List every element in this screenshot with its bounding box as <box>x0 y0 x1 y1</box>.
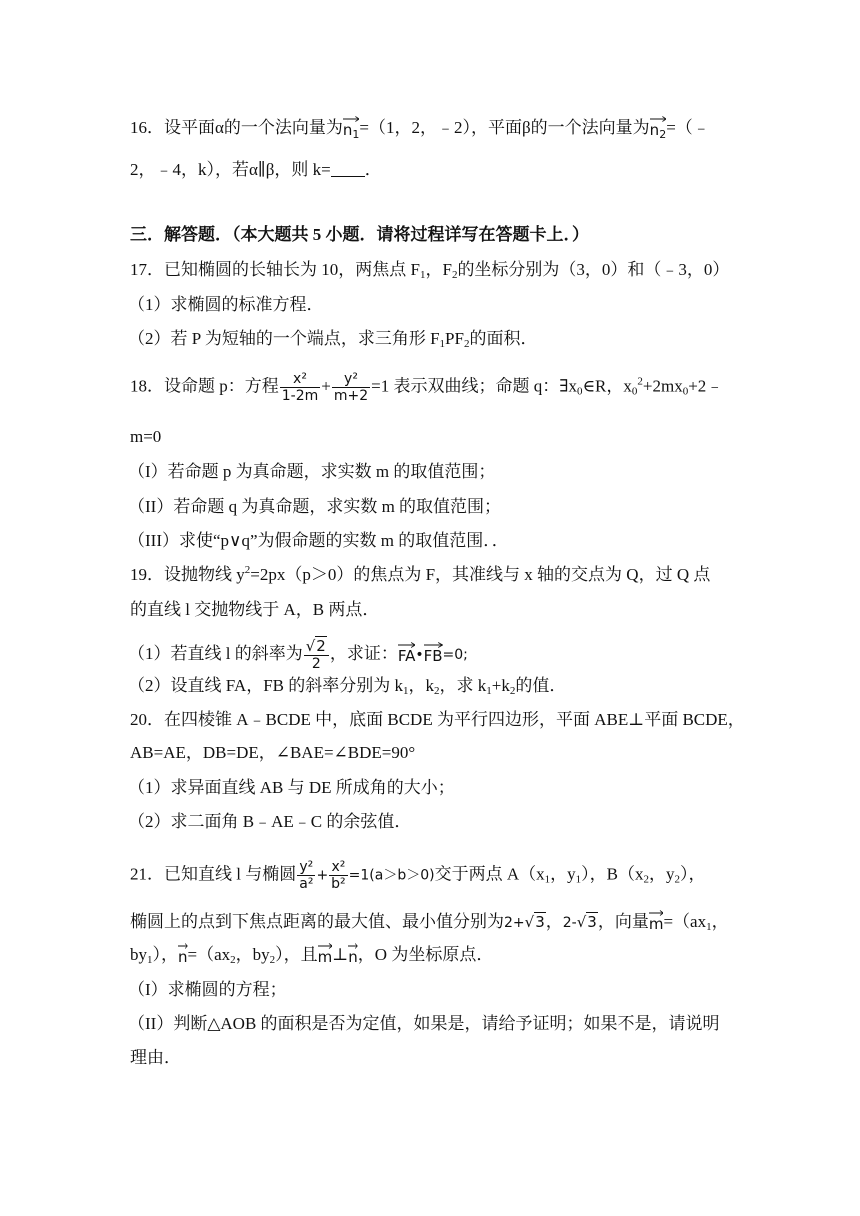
q20-line-2: AB=AE，DB=DE，∠BAE=∠BDE=90° <box>130 743 416 762</box>
q19-line-2: 的直线 l 交抛物线于 A，B 两点． <box>130 600 380 619</box>
q18-part-1: （I）若命题 p 为真命题，求实数 m 的取值范围； <box>128 462 496 481</box>
vector-n1: $n_1$ <box>343 116 360 138</box>
q19-line-1: 19．设抛物线 $y^2=2px(p>0)$的焦点为 F，其准线与 x 轴的交点为 Q，过 Q 点 <box>130 564 711 584</box>
section-heading: 三．解答题．（本大题共 5 小题．请将过程详写在答题卡上．） <box>130 225 589 244</box>
q21-line-3: $by_1$）， $n=(ax_2$，$by_2$），且 m⊥ n，O 为坐标原点． <box>130 945 494 966</box>
q18-part-2: （II）若命题 q 为真命题，求实数 m 的取值范围； <box>128 497 502 516</box>
q21-part-2-cont: 理由． <box>130 1048 181 1067</box>
fraction-x2-over-1-2m: $\frac{\text{x²}}{1-2m}$ <box>281 371 319 404</box>
q16-text-b: =（1，2，﹣2），平面β的一个法向量为 <box>359 118 650 137</box>
q20-part-1: （1）求异面直线 AB 与 DE 所成角的大小； <box>128 778 455 797</box>
q18-part-3: （III）求使“p∨q”为假命题的实数 m 的取值范围．． <box>128 531 509 550</box>
q21-line-2: 椭圆上的点到下焦点距离的最大值、最小值分别为2+√3，2-√3，向量 $m=(ax_1$， <box>130 912 729 933</box>
q16-line-2: 2，﹣4，k），若α∥β，则 k= ． <box>130 160 382 179</box>
sqrt-2: √2 <box>305 637 326 655</box>
answer-blank <box>331 162 365 177</box>
vector-n: n <box>178 943 188 965</box>
vector-m-perp: m <box>318 943 333 965</box>
q17-part-2: （2）若 P 为短轴的一个端点，求三角形 $F_1PF_2$的面积． <box>128 329 538 350</box>
q20-part-2: （2）求二面角 B﹣AE﹣C 的余弦值． <box>128 812 412 831</box>
q19-part-2: （2）设直线 FA，FB 的斜率分别为 $k_1$，$k_2$，求 $k_1+k_2$的值． <box>128 676 567 697</box>
dot-product-expression: FA• FB=0; <box>398 647 468 663</box>
q17-line-1: 17．已知椭圆的长轴长为 10，两焦点 $F_1$，$F_2$的坐标分别为（3，0）和（﹣3，0） <box>130 260 730 281</box>
q18-line-2: m=0 <box>130 427 162 446</box>
vector-m: m <box>649 910 664 932</box>
vector-n2: $n_2$ <box>650 116 667 138</box>
q16-line-1 <box>130 116 710 140</box>
q17-part-1: （1）求椭圆的标准方程． <box>128 295 324 314</box>
q18-line-1: 18．设命题 p：方程 $\frac{\text{x²}}{1-2m}$ + $\frac{\text{y²}}{m+2}$ =1 表示双曲线；命题 q：$\exists x_0\in R$，$x_0^2+2mx_0+2﹣$ <box>130 371 724 404</box>
max-value: 2+√3 <box>504 913 545 931</box>
q21-line-1: 21．已知直线 l 与椭圆 $\frac{\text{y²}}{\text{a²}}$ + $\frac{\text{x²}}{\text{b²}}$ =1(a＞b＞0)交于两点 $A(x_1$，$y_1$），$B(x_2$，$y_2$）， <box>130 859 706 892</box>
fraction-sqrt2-over-2: $\frac{√2}{2}$ <box>304 638 329 672</box>
fraction-x2-over-b2: $\frac{\text{x²}}{\text{b²}}$ <box>331 859 346 892</box>
q21-part-1: （I）求椭圆的方程； <box>128 980 287 999</box>
q21-part-2: （II）判断△AOB 的面积是否为定值，如果是，请给予证明；如果不是，请说明 <box>128 1014 720 1033</box>
q20-line-1: 20．在四棱锥 A﹣BCDE 中，底面 BCDE 为平行四边形，平面 ABE⊥平面 BCDE， <box>130 710 745 729</box>
fraction-y2-over-m-plus-2: $\frac{\text{y²}}{m+2}$ <box>333 371 369 404</box>
min-value: 2-√3 <box>562 913 597 931</box>
q19-part-1: （1）若直线 l 的斜率为 $\frac{√2}{2}$ ，求证： FA• FB=0; <box>128 637 468 672</box>
q16-text-a: 16．设平面α的一个法向量为 <box>130 118 343 137</box>
fraction-y2-over-a2: $\frac{\text{y²}}{\text{a²}}$ <box>299 859 314 892</box>
ellipse-condition: =1(a＞b＞0) <box>348 867 435 884</box>
q16-text-c: =（﹣ <box>666 118 710 137</box>
vector-n-perp: n <box>348 943 358 965</box>
